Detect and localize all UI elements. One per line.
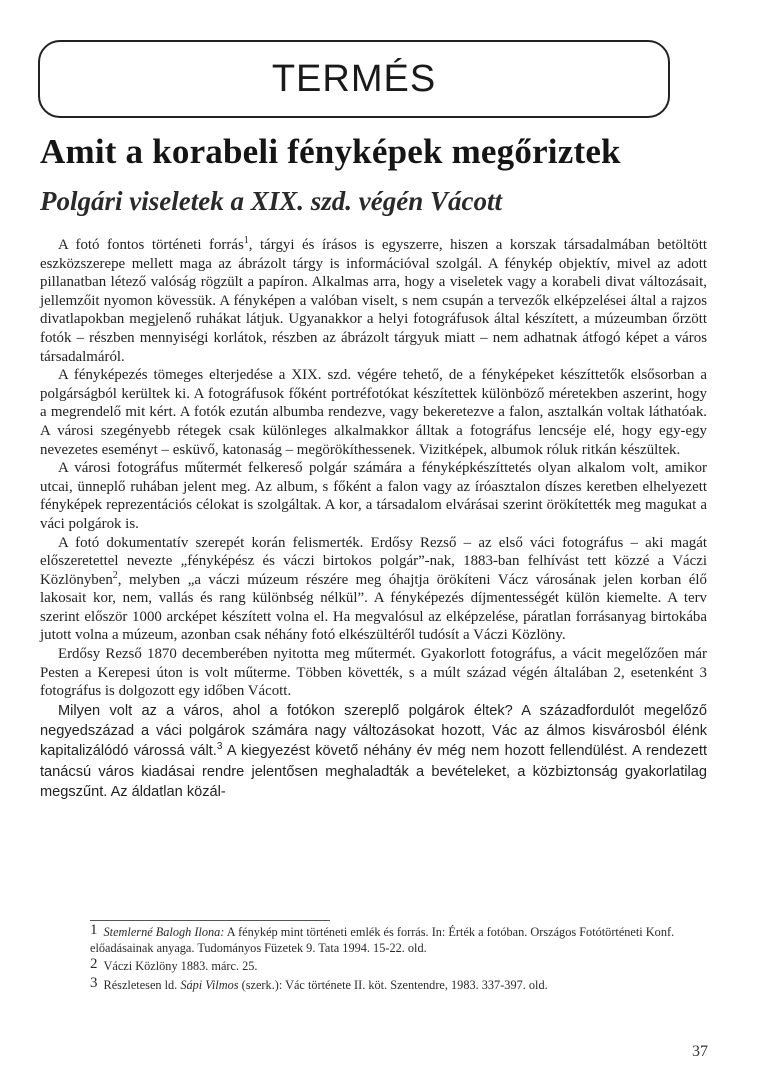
article-title: Amit a korabeli fényképek megőriztek xyxy=(40,132,621,171)
paragraph-text: A fotó fontos történeti forrás xyxy=(58,237,244,253)
footnote-text: (szerk.): Vác története II. köt. Szentendre, 1983. 337-397. old. xyxy=(238,977,548,992)
footnote-number: 3 xyxy=(90,974,98,991)
paragraph-text: , tárgyi és írásos is egyszerre, hiszen a korszak társadalmában betöltött eszközszerepe mellett maga az ábrázolt tárgy is információval szolgál. A fénykép objektív, mivel az adott pillanatban létező valóság rögzült a papíron. Alkalmas arra, hogy a viseletek vagy a korabeli divat változásait, jellemzőit nyomon kövessük. A fényképen a valóban viselt, s nem csupán a tervezők elképzelései által a rajzos divatlapokban megjelenő ruhákat látjuk. Ugyanakkor a helyi fotográfusok által készített, a múzeumban őrzött fotók – részben mennyiségi korlátok, részben az ábrázolt tárgyuk miatt – nem adhatnak átfogó képet a város társadalmáról. xyxy=(40,237,707,365)
footnotes xyxy=(90,922,705,993)
paragraph-text: A fényképezés tömeges elterjedése a XIX. szd. végére tehető, de a fényképeket készíttetők elsősorban a polgárságból kerültek ki. A fotográfusok főként portréfotókat készítettek különböző méretekben aszerint, hogy a megrendelő mit kért. A fotók ezután albumba rendezve, vagy bekeretezve a falon, asztalkán voltak láthatóak. A városi szegényebb rétegek csak különleges alkalmakkor álltak a fotográfus lencséje elé, hogy egy-egy nevezetes eseményt – esküvő, katonaság – megörökíthessenek. Vizitképek, albumok róluk ritkán készültek. xyxy=(40,367,707,458)
footnote-ref: 1 xyxy=(243,235,249,247)
paragraph-text: A fotó dokumentatív szerepét korán felismerték. Erdősy Rezső – az első váci fotográfus – aki magát előszeretettel nevezte „fényképész és váczi birtokos polgár”-nak, 1883-ban felhívást tett közzé a Váczi Közlönyben xyxy=(40,534,707,588)
footnote xyxy=(90,956,705,974)
article-subtitle: Polgári viseletek a XIX. szd. végén Vácott xyxy=(40,186,502,216)
footnote xyxy=(90,975,705,993)
paragraph-text: Milyen volt az a város, ahol a fotókon szereplő polgárok éltek? A századfordulót megelőző negyedszázad a váci polgárok számára nagy változásokat hozott, Vác az álmos kisvárosból élénk kapitalizálódó várossá vált. xyxy=(40,702,707,760)
footnote-number: 2 xyxy=(90,956,98,973)
body-paragraph xyxy=(40,366,707,459)
footnote-ref: 3 xyxy=(216,741,223,753)
footnote-number: 1 xyxy=(90,922,98,938)
footnote-author: Sápi Vilmos xyxy=(180,977,239,992)
footnote-divider xyxy=(90,920,330,921)
body-paragraph xyxy=(40,459,707,533)
paragraph-text: Erdősy Rezső 1870 decemberében nyitotta meg műtermét. Gyakorlott fotográfus, a vácit megelőzően már Pesten a Kerepesi úton is volt műterme. Többen követték, s a múlt század végén általában 2, esetenként 3 fotográfus is dolgozott egy időben Vácott. xyxy=(40,646,707,700)
section-title: TERMÉS xyxy=(271,57,437,100)
body-paragraph xyxy=(40,645,707,701)
footnote xyxy=(90,922,705,956)
footnote-text: Váczi Közlöny 1883. márc. 25. xyxy=(103,959,258,974)
footnote-text: Részletesen ld. xyxy=(103,977,181,992)
paragraph-text: A városi fotográfus műtermét felkereső polgár számára a fényképkészíttetés olyan alkalom volt, amikor utcai, ünneplő ruhában jelent meg. Az album, s főként a falon vagy az íróasztalon díszes keretben elhelyezett fényképek reprezentációs célokat is szolgáltak. A kor, a társadalom elvárásai szerint örökítették meg magukat a váci polgárok is. xyxy=(40,460,707,532)
footnote-author: Stemlerné Balogh Ilona: xyxy=(103,925,225,939)
footnote-text: A fénykép mint történeti emlék és forrás. In: Érték a fotóban. Országos Fotótörténeti Konf. előadásainak anyaga. Tudományos Füzetek 9. Tata 1994. 15-22. old. xyxy=(90,925,675,956)
section-header-box xyxy=(38,40,670,118)
footnote-ref: 2 xyxy=(112,569,118,581)
page-number: 37 xyxy=(692,1043,708,1060)
paragraph-text: A kiegyezést követő néhány év még nem hozott fellendülést. A rendezett tanácsú város kiadásai rendre jelentősen meghaladták a bevételeket, a közbiztonság gyakorlatilag megszűnt. Az áldatlan közál- xyxy=(40,743,708,801)
paragraph-text: , melyben „a váczi múzeum részére meg óhajtja örökíteni Vácz városának jelen korban élő lakosait kor, nem, vallás és rang különbség nélkül”. A fényképezés díjmentességét külön kiemelte. A terv szerint először 1000 arcképet készített volna el. Ha megvalósul az elképzelése, páratlan forrásanyag birtokába jutott volna a múzeum, azonban csak néhány fotó elkészültéről tudósít a Váczi Közlöny. xyxy=(40,571,707,644)
body-paragraph xyxy=(40,236,707,366)
body-paragraph xyxy=(40,534,707,646)
article-body xyxy=(40,236,707,802)
body-paragraph xyxy=(40,701,707,802)
